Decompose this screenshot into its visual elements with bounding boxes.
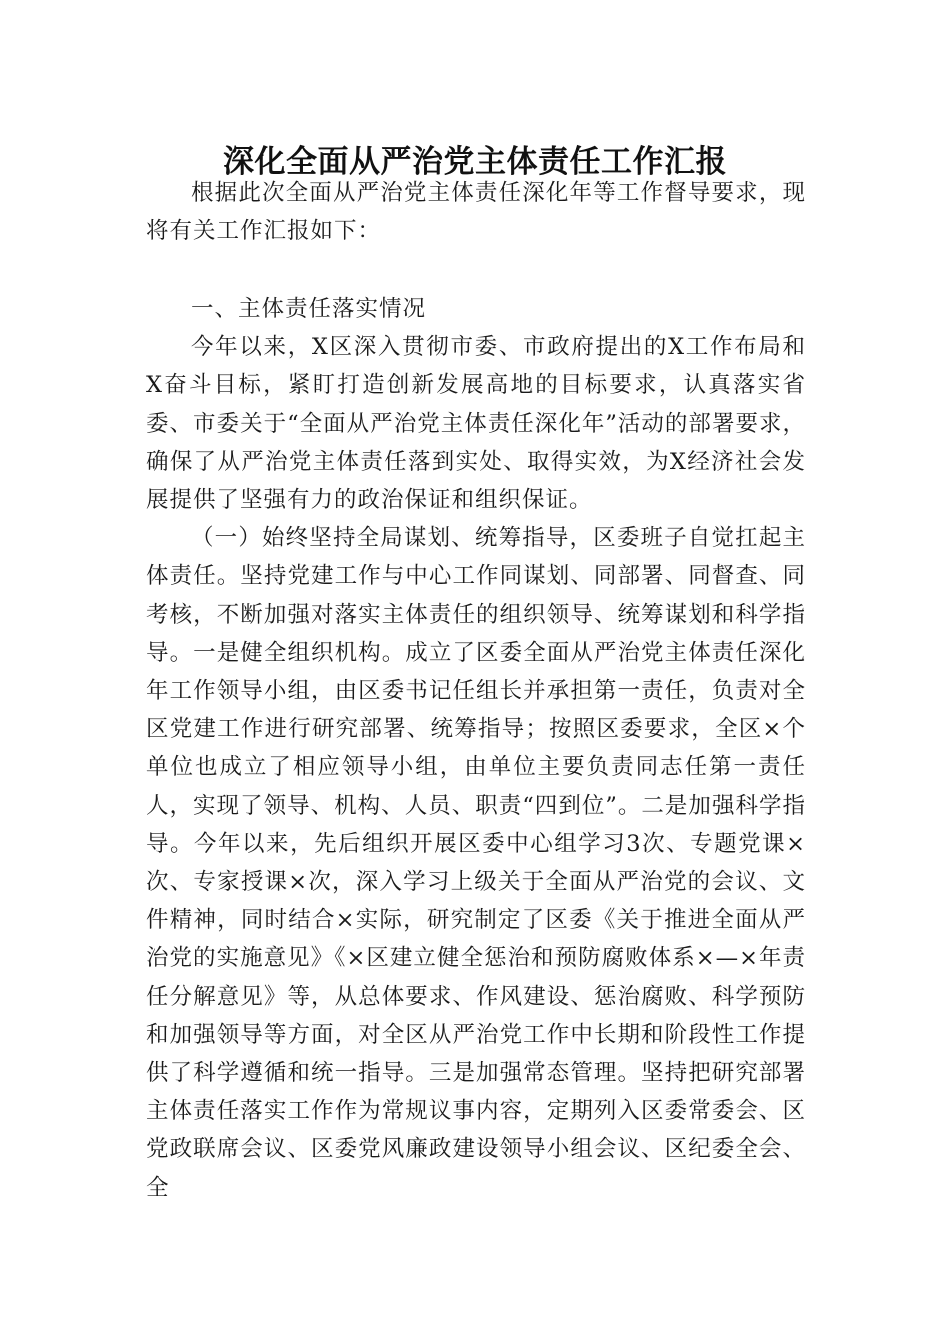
intro-block (146, 174, 806, 250)
section-1 (146, 290, 806, 1207)
intro-paragraph: 根据此次全面从严治党主体责任深化年等工作督导要求，现将有关工作汇报如下： (146, 180, 806, 245)
body-paragraph: （一）始终坚持全局谋划、统筹指导，区委班子自觉扛起主体责任。坚持党建工作与中心工作同谋划、同部署、同督查、同考核，不断加强对落实主体责任的组织领导、统筹谋划和科学指导。一是健全组织机构。成立了区委全面从严治党主体责任深化年工作领导小组，由区委书记任组长并承担第一责任，负责对全区党建工作进行研究部署、统筹指导；按照区委要求，全区×个单位也成立了相应领导小组，由单位主要负责同志任第一责任人，实现了领导、机构、人员、职责“四到位”。二是加强科学指导。今年以来，先后组织开展区委中心组学习3次、专题党课×次、专家授课×次，深入学习上级关于全面从严治党的会议、文件精神，同时结合×实际，研究制定了区委《关于推进全面从严治党的实施意见》《×区建立健全惩治和预防腐败体系×—×年责任分解意见》等，从总体要求、作风建设、惩治腐败、科学预防和加强领导等方面，对全区从严治党工作中长期和阶段性工作提供了科学遵循和统一指导。三是加强常态管理。坚持把研究部署主体责任落实工作作为常规议事内容，定期列入区委常委会、区党政联席会议、区委党风廉政建设领导小组会议、区纪委全会、全 (146, 525, 806, 1201)
document-title: 深化全面从严治党主体责任工作汇报 (223, 143, 727, 180)
body-paragraph: 今年以来，X区深入贯彻市委、市政府提出的X工作布局和X奋斗目标，紧盯打造创新发展高地的目标要求，认真落实省委、市委关于“全面从严治党主体责任深化年”活动的部署要求，确保了从严治党主体责任落到实处、取得实效，为X经济社会发展提供了坚强有力的政治保证和组织保证。 (146, 334, 806, 514)
section-heading: 一、主体责任落实情况 (191, 296, 427, 322)
